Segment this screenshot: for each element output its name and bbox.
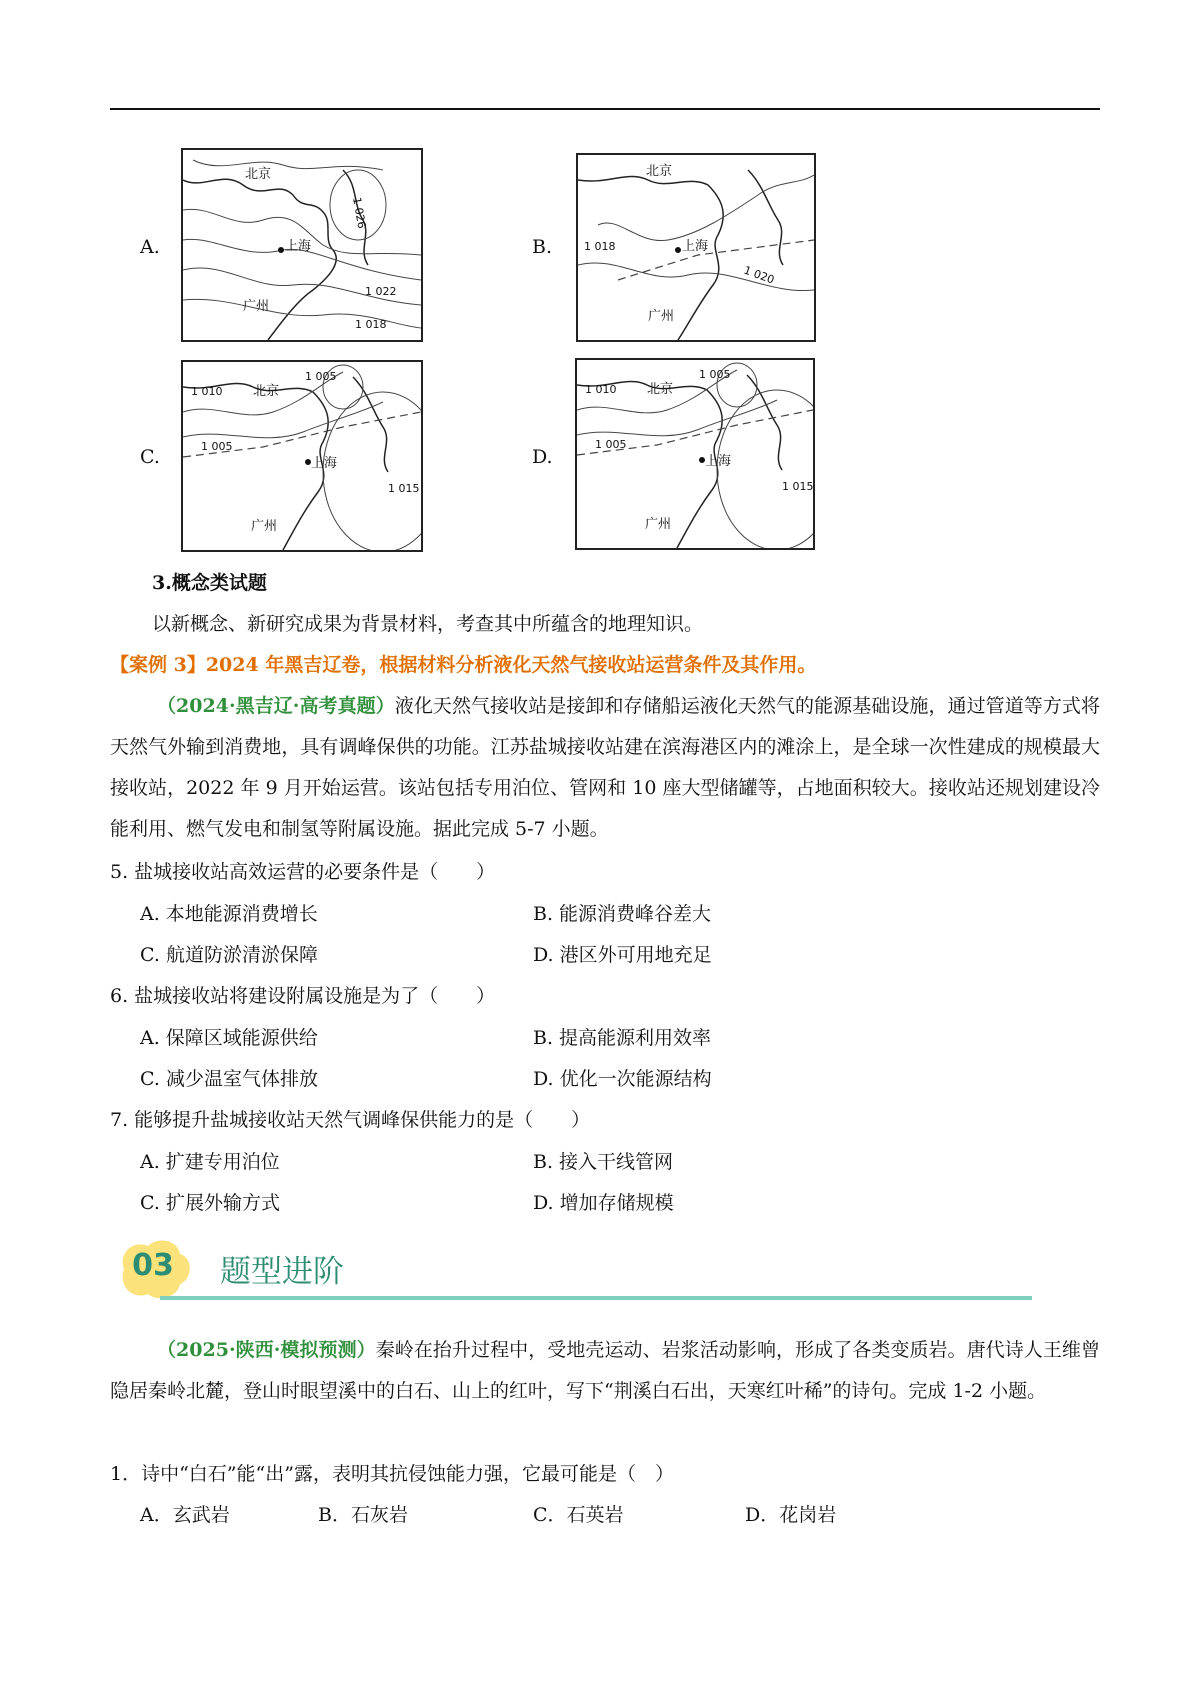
concept-heading: 3.概念类试题 [152, 572, 267, 594]
advanced-option-a[interactable]: A．玄武岩 [140, 1504, 230, 1526]
map-b-isobar-1018: 1 018 [584, 240, 616, 253]
question-6-option-d[interactable]: D. 优化一次能源结构 [533, 1068, 712, 1090]
question-6-option-b[interactable]: B. 提高能源利用效率 [533, 1027, 712, 1049]
question-7-option-d[interactable]: D. 增加存储规模 [533, 1192, 674, 1214]
advanced-question-1-stem: 1．诗中“白石”能“出”露，表明其抗侵蚀能力强，它最可能是（ ） [110, 1463, 674, 1485]
case-title: 【案例 3】2024 年黑吉辽卷，根据材料分析液化天然气接收站运营条件及其作用。 [110, 654, 817, 676]
case-passage-text: 液化天然气接收站是接卸和存储船运液化天然气的能源基础设施，通过管道等方式将天然气外输到消费地，具有调峰保供的功能。江苏盐城接收站建在滨海港区内的滩涂上，是全球一次性建成的规模最大接收站，2022 年 9 月开始运营。该站包括专用泊位、管网和 10 座大型储罐等，占地面积较大。接收站还规划建设冷能利用、燃气发电和制氢等附属设施。据此完成 5-7 小题。 [110, 695, 1100, 840]
section-underline [160, 1296, 1032, 1300]
section-header [112, 1234, 1032, 1304]
map-a-isobar-1018: 1 018 [355, 318, 387, 331]
map-d-label: D. [532, 446, 553, 468]
advanced-option-c[interactable]: C．石英岩 [533, 1504, 624, 1526]
map-d-weather-chart [575, 358, 815, 550]
question-7-stem: 7. 能够提升盐城接收站天然气调峰保供能力的是（ ） [110, 1109, 591, 1131]
map-a-isobar-1026: 1 026 [350, 196, 369, 230]
map-a-svg [183, 150, 421, 340]
map-d-isobar-1015: 1 015 [782, 480, 813, 493]
advanced-passage [110, 1330, 1100, 1412]
concept-intro: 以新概念、新研究成果为背景材料，考查其中所蕴含的地理知识。 [152, 613, 704, 635]
case-source: （2024·黑吉辽·高考真题） [157, 695, 395, 717]
case-passage [110, 686, 1100, 850]
map-c-svg [183, 362, 421, 550]
map-b-isobar-1020: 1 020 [741, 263, 777, 287]
question-7-option-b[interactable]: B. 接入干线管网 [533, 1151, 674, 1173]
question-6-stem: 6. 盐城接收站将建设附属设施是为了（ ） [110, 985, 496, 1007]
map-c-isobar-1010: 1 010 [191, 385, 223, 398]
map-a-label: A. [140, 236, 160, 258]
section-title: 题型进阶 [220, 1254, 344, 1290]
question-7-option-a[interactable]: A. 扩建专用泊位 [140, 1151, 280, 1173]
advanced-source: （2025·陕西·模拟预测） [157, 1339, 376, 1361]
question-5-option-a[interactable]: A. 本地能源消费增长 [140, 903, 318, 925]
map-b-weather-chart [576, 153, 816, 342]
map-c-city-beijing: 北京 [253, 384, 280, 399]
map-c-label: C. [140, 446, 160, 468]
map-a-isobar-1022: 1 022 [365, 285, 397, 298]
map-c-isobar-1015: 1 015 [388, 482, 420, 495]
map-d-city-guangzhou: 广州 [645, 517, 672, 532]
map-b-city-guangzhou: 广州 [648, 309, 675, 324]
question-5-stem: 5. 盐城接收站高效运营的必要条件是（ ） [110, 861, 496, 883]
map-d-isobar-1010: 1 010 [585, 383, 617, 396]
map-d-city-beijing: 北京 [647, 382, 674, 397]
map-b-label: B. [532, 236, 553, 258]
question-5-option-d[interactable]: D. 港区外可用地充足 [533, 944, 712, 966]
map-c-weather-chart [181, 360, 423, 552]
question-5-option-b[interactable]: B. 能源消费峰谷差大 [533, 903, 712, 925]
map-d-isobar-1005-left: 1 005 [595, 438, 627, 451]
map-a-weather-chart [181, 148, 423, 342]
question-6-option-c[interactable]: C. 减少温室气体排放 [140, 1068, 318, 1090]
advanced-option-d[interactable]: D．花岗岩 [745, 1504, 837, 1526]
map-b-svg [578, 155, 814, 340]
section-number: 03 [132, 1248, 174, 1283]
map-b-city-shanghai: 上海 [682, 239, 709, 254]
map-a-city-shanghai: 上海 [285, 239, 312, 254]
question-7-option-c[interactable]: C. 扩展外输方式 [140, 1192, 280, 1214]
header-rule [110, 108, 1100, 110]
advanced-option-b[interactable]: B．石灰岩 [318, 1504, 408, 1526]
map-c-isobar-1005-top: 1 005 [305, 370, 337, 383]
question-6-option-a[interactable]: A. 保障区域能源供给 [140, 1027, 318, 1049]
map-d-city-shanghai: 上海 [705, 454, 732, 469]
map-c-city-guangzhou: 广州 [251, 519, 278, 534]
map-c-city-shanghai: 上海 [311, 456, 338, 471]
map-d-isobar-1005-top: 1 005 [699, 368, 731, 381]
map-a-city-guangzhou: 广州 [243, 299, 270, 314]
map-a-city-beijing: 北京 [245, 167, 272, 182]
map-b-city-beijing: 北京 [646, 164, 673, 179]
map-c-isobar-1005-left: 1 005 [201, 440, 233, 453]
advanced-passage-text: 秦岭在抬升过程中，受地壳运动、岩浆活动影响，形成了各类变质岩。唐代诗人王维曾隐居秦岭北麓，登山时眼望溪中的白石、山上的红叶，写下“荆溪白石出，天寒红叶稀”的诗句。完成 1-2 小题。 [110, 1339, 1100, 1402]
map-d-svg [577, 360, 813, 548]
question-5-option-c[interactable]: C. 航道防淤清淤保障 [140, 944, 318, 966]
